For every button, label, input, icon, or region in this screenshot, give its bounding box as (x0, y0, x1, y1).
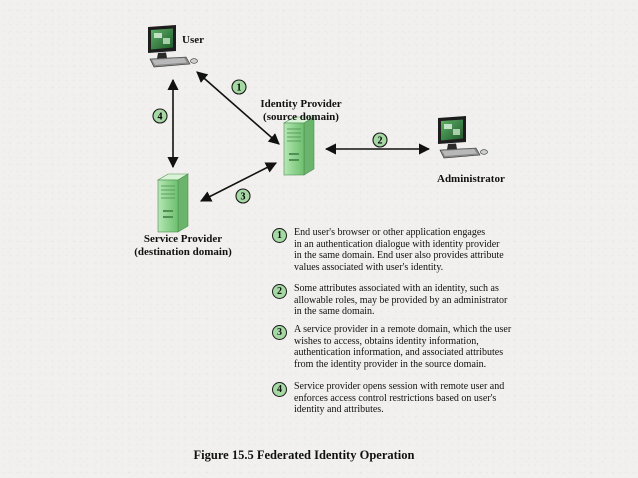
arrow-label-2 (373, 133, 387, 147)
step-line: A service provider in a remote domain, which the user (294, 324, 512, 335)
step-text (294, 283, 512, 318)
identity-provider-domain: (source domain) (263, 111, 339, 123)
step-line: in the same domain. End user also provides attribute (294, 250, 504, 261)
arrow-label-3 (236, 189, 250, 203)
step-line: in an authentication dialogue with identity provider (294, 238, 500, 250)
identity-provider-server-icon (284, 117, 314, 175)
figure-caption-text: Figure 15.5 Federated Identity Operation (193, 448, 415, 462)
svg-text:1: 1 (236, 82, 242, 94)
user-label: User (182, 34, 204, 46)
service-provider-title: Service Provider (143, 233, 223, 245)
step-text (294, 381, 512, 416)
step-number: 1 (272, 228, 287, 243)
step-line: allowable roles, may be provided by an administrator (294, 294, 508, 306)
figure-caption (0, 448, 638, 463)
step-line: values associated with user's identity. (294, 261, 444, 273)
step-line: authentication information, and associated attributes (294, 347, 504, 358)
identity-provider-title: Identity Provider (260, 98, 342, 110)
step-line: wishes to access, obtains identity information, (294, 335, 479, 347)
step-line: enforces access control restrictions based on user's (294, 392, 497, 404)
arrow-label-1 (232, 80, 246, 94)
step-line: from the identity provider in the source domain. (294, 358, 487, 370)
step-number: 3 (272, 325, 287, 340)
step-number: 2 (272, 284, 287, 299)
step-line: End user's browser or other application engages (294, 227, 486, 238)
step-line: Some attributes associated with an identity, such as (294, 283, 499, 294)
service-provider-label (128, 233, 238, 259)
svg-text:4: 4 (157, 111, 163, 123)
step-line: in the same domain. (294, 306, 375, 317)
svg-text:2: 2 (377, 135, 383, 147)
step-text (294, 227, 512, 273)
identity-provider-label (256, 98, 346, 124)
arrow-label-4 (153, 109, 167, 123)
service-provider-server-icon (158, 174, 188, 232)
administrator-computer-icon (438, 116, 488, 158)
service-provider-domain: (destination domain) (134, 246, 232, 258)
step-text (294, 324, 512, 370)
step-number: 4 (272, 382, 287, 397)
step-line: Service provider opens session with remote user and (294, 381, 505, 392)
step-line: identity and attributes. (294, 404, 384, 415)
svg-text:3: 3 (240, 191, 246, 203)
administrator-label: Administrator (437, 173, 505, 185)
